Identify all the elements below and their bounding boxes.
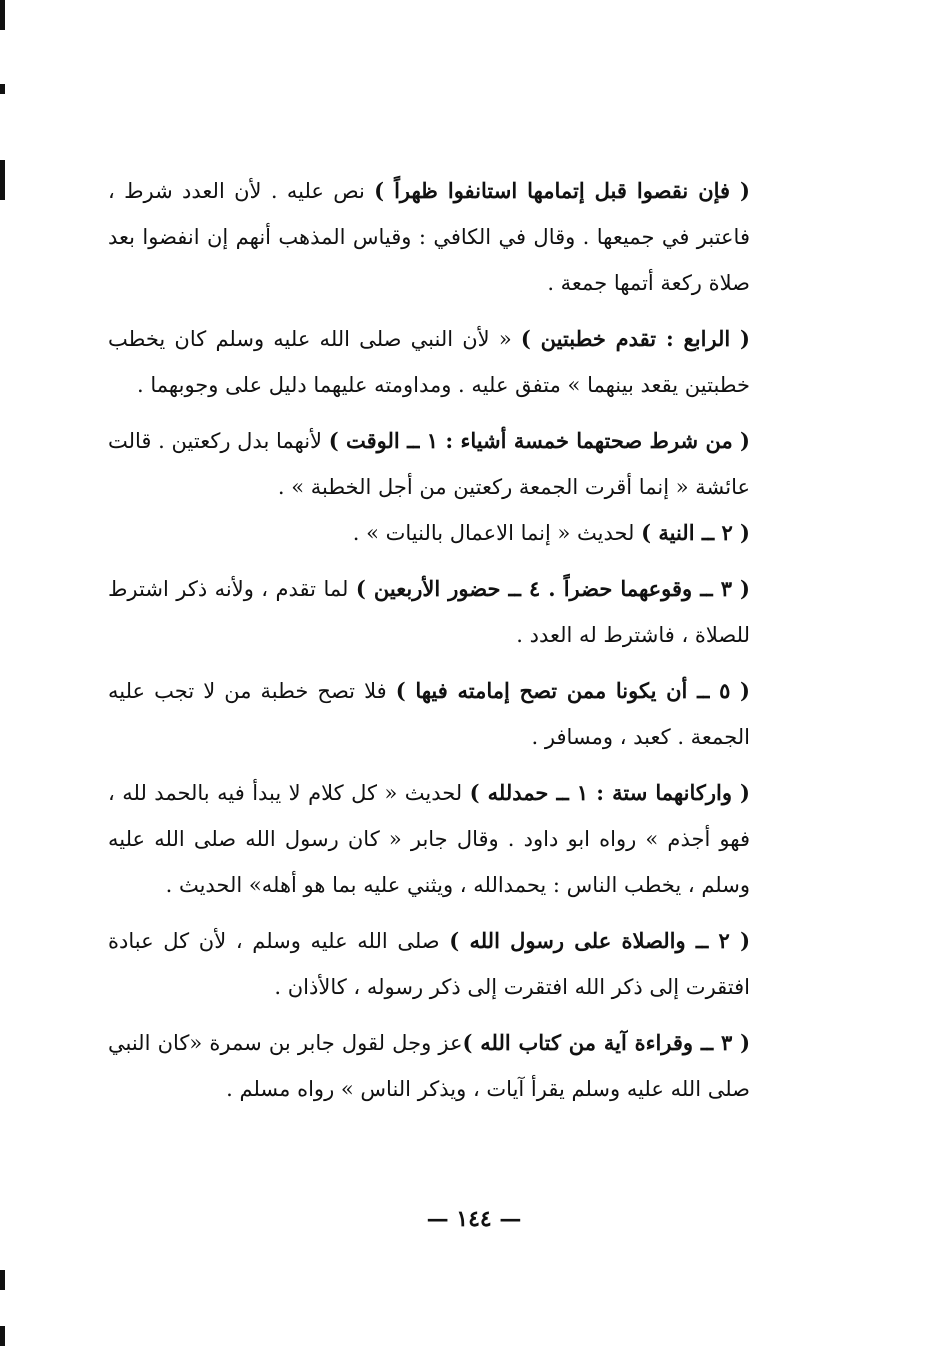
paragraph-text: « لأن النبي صلى الله عليه وسلم كان يخطب خطبتين يقعد بينهما » متفق عليه . ومداومته عليهما دليل على وجوبهما . [108, 327, 750, 397]
paragraph-text: فلا تصح خطبة من لا تجب عليه الجمعة . كعبد ، ومسافر . [108, 679, 750, 749]
paragraph-text: لحديث « إنما الاعمال بالنيات » . [352, 521, 642, 545]
paragraph-heading: ( ٣ ــ وقوعهما حضراً . ٤ ــ حضور الأربعين ) [355, 576, 750, 601]
page-body [108, 168, 750, 1122]
paragraph-heading: ( الرابع : تقدم خطبتين ) [520, 326, 750, 351]
paragraph-text: صلى الله عليه وسلم ، لأن كل عبادة افتقرت إلى ذكر الله افتقرت إلى ذكر رسوله ، كالأذان . [108, 929, 750, 999]
paragraph [108, 316, 750, 408]
page-number: — ١٤٤ — [426, 1206, 522, 1232]
paragraph-text: لما تقدم ، ولأنه ذكر اشترط للصلاة ، فاشترط له العدد . [108, 577, 750, 647]
paragraph [108, 668, 750, 760]
scan-edge-mark [0, 1326, 5, 1346]
paragraph-text: عز وجل لقول جابر بن سمرة «كان النبي صلى الله عليه وسلم يقرأ آيات ، ويذكر الناس » رواه مسلم . [108, 1031, 750, 1101]
paragraph-heading: ( ٢ ــ النية ) [641, 520, 750, 545]
paragraph-text: لأنهما بدل ركعتين . قالت عائشة « إنما أقرت الجمعة ركعتين من أجل الخطبة » . [108, 429, 750, 499]
paragraph [108, 566, 750, 658]
paragraph [108, 1020, 750, 1112]
paragraph-heading: ( ٢ ــ والصلاة على رسول الله ) [449, 928, 751, 953]
paragraph [108, 418, 750, 556]
paragraph-text: لحديث « كل كلام لا يبدأ فيه بالحمد لله ، فهو أجذم » رواه ابو داود . وقال جابر « كان رسول الله صلى الله عليه وسلم ، يخطب الناس : يحمدالله ، ويثني عليه بما هو أهله» الحديث . [108, 781, 750, 897]
scan-edge-mark [0, 1270, 5, 1290]
scan-edge-mark [0, 84, 5, 94]
paragraph [108, 770, 750, 908]
paragraph-heading: ( من شرط صحتهما خمسة أشياء : ١ ــ الوقت ) [328, 428, 750, 453]
paragraph-heading: ( فإن نقصوا قبل إتمامها استانفوا ظهراً ) [374, 178, 750, 203]
paragraph-heading: ( ٣ ــ وقراءة آية من كتاب الله ) [462, 1030, 751, 1055]
paragraph-heading: ( ٥ ــ أن يكونا ممن تصح إمامته فيها ) [395, 678, 750, 703]
scan-edge-mark [0, 160, 5, 200]
paragraph [108, 168, 750, 306]
paragraph-text: نص عليه . لأن العدد شرط ، فاعتبر في جميعها . وقال في الكافي : وقياس المذهب أنهم إن انفضوا بعد صلاة ركعة أتمها جمعة . [108, 179, 750, 295]
scan-edge-mark [0, 0, 5, 30]
paragraph-heading: ( واركانهما ستة : ١ ــ حمدلله ) [469, 780, 750, 805]
paragraph [108, 918, 750, 1010]
